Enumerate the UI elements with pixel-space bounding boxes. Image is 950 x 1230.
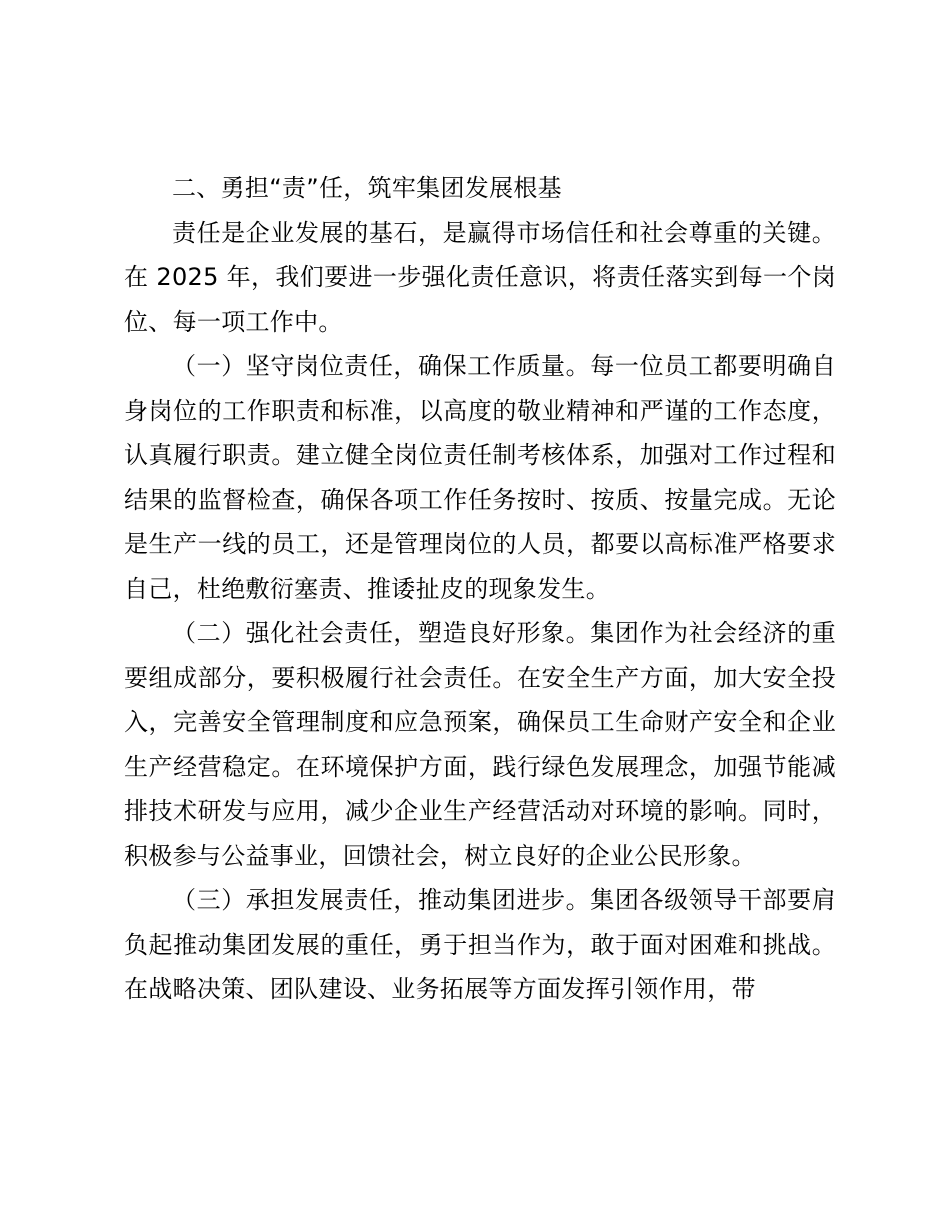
paragraph-job-responsibility: （一）坚守岗位责任，确保工作质量。每一位员工都要明确自身岗位的工作职责和标准，以高度的敬业精神和严谨的工作态度，认真履行职责。建立健全岗位责任制考核体系，加强对工作过程和结果的监督检查，确保各项工作任务按时、按质、按量完成。无论是生产一线的员工，还是管理岗位的人员，都要以高标准严格要求自己，杜绝敷衍塞责、推诿扯皮的现象发生。 [124, 352, 836, 603]
paragraph-social-responsibility: （二）强化社会责任，塑造良好形象。集团作为社会经济的重要组成部分，要积极履行社会责任。在安全生产方面，加大安全投入，完善安全管理制度和应急预案，确保员工生命财产安全和企业生产经营稳定。在环境保护方面，践行绿色发展理念，加强节能减排技术研发与应用，减少企业生产经营活动对环境的影响。同时，积极参与公益事业，回馈社会，树立良好的企业公民形象。 [124, 619, 836, 870]
document-body [124, 166, 836, 1012]
paragraph-intro: 责任是企业发展的基石，是赢得市场信任和社会尊重的关键。在 2025 年，我们要进一步强化责任意识，将责任落实到每一个岗位、每一项工作中。 [124, 218, 836, 336]
paragraph-development-responsibility: （三）承担发展责任，推动集团进步。集团各级领导干部要肩负起推动集团发展的重任，勇于担当作为，敢于面对困难和挑战。在战略决策、团队建设、业务拓展等方面发挥引领作用，带 [124, 886, 836, 1003]
section-heading: 二、勇担“责”任，筑牢集团发展根基 [172, 174, 562, 202]
